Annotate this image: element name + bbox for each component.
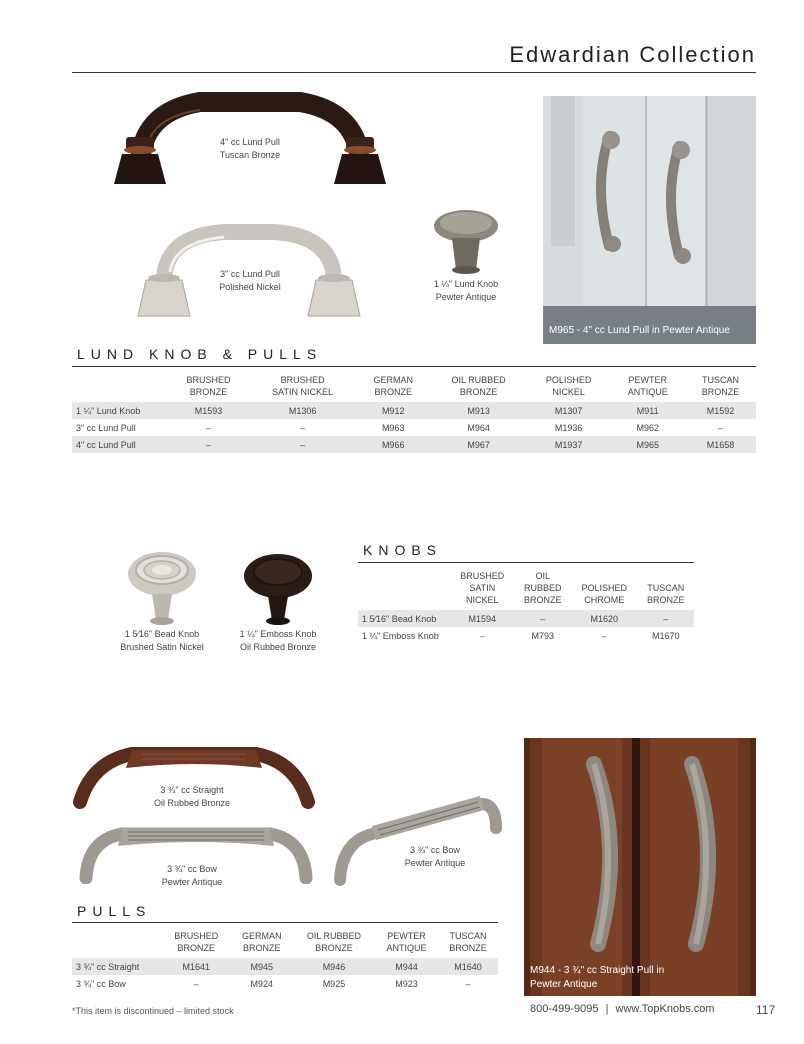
- column-header: POLISHED CHROME: [581, 583, 628, 605]
- table-row: 1 ¼" Emboss Knob – M793 – M1670: [362, 630, 680, 641]
- caption-line2: Pewter Antique: [404, 858, 466, 868]
- column-header: TUSCAN BRONZE: [646, 583, 685, 605]
- lund-pull-3-caption: [188, 268, 312, 294]
- page-title: Edwardian Collection: [509, 42, 756, 67]
- table-row: 3 ¾" cc Straight M1641 M945 M946 M944 M1640: [72, 958, 498, 975]
- lund-pull-4-caption: [190, 136, 310, 162]
- cabinet-doors-photo: [543, 96, 756, 344]
- column-header: BRUSHED BRONZE: [174, 931, 219, 953]
- column-header: OIL RUBBED BRONZE: [524, 571, 562, 605]
- title-rule: [72, 72, 756, 73]
- caption-line2: Brushed Satin Nickel: [120, 642, 204, 652]
- bow-pull-angled-caption: [384, 844, 486, 870]
- pulls-photo-caption: M944 - 3 ¾" cc Straight Pull in Pewter Antique: [530, 965, 665, 990]
- table-header-row: [72, 930, 498, 958]
- lund-knob-image: [432, 208, 500, 276]
- lund-knob-caption: [408, 278, 524, 304]
- pulls-section-rule: [72, 922, 498, 923]
- table-header-row: [358, 570, 694, 610]
- bow-pull-angled-image: [332, 790, 502, 886]
- pulls-photo: [524, 738, 756, 996]
- table-row: 3" cc Lund Pull – – M963 M964 M1936 M962 –: [76, 422, 724, 433]
- emboss-knob-image: [240, 552, 316, 628]
- table-row: 1 ¼" Lund Knob M1593 M1306 M912 M913 M1307 M911 M1592: [72, 402, 756, 419]
- lund-spec-table: [72, 374, 756, 453]
- knobs-section-title: KNOBS: [363, 542, 443, 558]
- footer-contact: [530, 1003, 715, 1015]
- table-row: 4" cc Lund Pull – – M966 M967 M1937 M965 M1658: [72, 436, 756, 453]
- pulls-spec-table: [72, 930, 498, 992]
- caption-line1: 3 ¾" cc Bow: [410, 845, 460, 855]
- knobs-section-rule: [358, 562, 694, 563]
- caption-line1: 3 ¾" cc Straight: [160, 785, 224, 795]
- caption-line2: Pewter Antique: [161, 877, 223, 887]
- caption-line2: Tuscan Bronze: [219, 150, 281, 160]
- bead-knob-caption: [108, 628, 216, 654]
- caption-line1: 3 ¾" cc Bow: [167, 864, 217, 874]
- lund-section-title: LUND KNOB & PULLS: [77, 346, 323, 362]
- pulls-section-title: PULLS: [77, 903, 152, 919]
- column-header: OIL RUBBED BRONZE: [306, 931, 362, 953]
- phone-number: 800-499-9095: [530, 1003, 599, 1015]
- lund-section-rule: [72, 366, 756, 367]
- knobs-spec-table: [358, 570, 694, 644]
- lund-photo-caption: M965 - 4" cc Lund Pull in Pewter Antique: [549, 325, 730, 336]
- caption-line1: 1 ¼" Lund Knob: [433, 279, 499, 289]
- table-row: 1 5⁄16" Bead Knob M1594 – M1620 –: [358, 610, 694, 627]
- bead-knob-image: [124, 548, 200, 628]
- wood-cabinet-photo: [524, 738, 756, 996]
- discontinued-note: *This item is discontinued – limited stock: [72, 1006, 234, 1016]
- column-header: OIL RUBBED BRONZE: [451, 375, 506, 397]
- caption-line1: 1 ¼" Emboss Knob: [239, 629, 317, 639]
- column-header: POLISHED NICKEL: [545, 375, 592, 397]
- column-header: PEWTER ANTIQUE: [386, 931, 427, 953]
- column-header: BRUSHED BRONZE: [186, 375, 231, 397]
- column-header: BRUSHED SATIN NICKEL: [460, 571, 505, 605]
- page-number: 117: [756, 1003, 776, 1017]
- bow-pull-front-caption: [134, 863, 250, 889]
- column-header: GERMAN BRONZE: [241, 931, 282, 953]
- column-header: BRUSHED SATIN NICKEL: [272, 375, 334, 397]
- caption-line1: 4" cc Lund Pull: [220, 137, 280, 147]
- column-header: PEWTER ANTIQUE: [627, 375, 668, 397]
- caption-line2: Oil Rubbed Bronze: [239, 642, 317, 652]
- straight-pull-caption: [136, 784, 248, 810]
- website-link[interactable]: www.TopKnobs.com: [615, 1003, 715, 1015]
- column-header: TUSCAN BRONZE: [701, 375, 740, 397]
- emboss-knob-caption: [224, 628, 332, 654]
- footer-separator: |: [605, 1003, 609, 1015]
- table-row: 3 ¾" cc Bow – M924 M925 M923 –: [76, 978, 471, 989]
- caption-line1: 3" cc Lund Pull: [220, 269, 280, 279]
- caption-line2: Oil Rubbed Bronze: [153, 798, 231, 808]
- caption-line1: 1 5⁄16" Bead Knob: [124, 629, 200, 639]
- caption-line2: Pewter Antique: [435, 292, 497, 302]
- lund-photo: [543, 96, 756, 344]
- caption-line2: Polished Nickel: [219, 282, 281, 292]
- table-header-row: [72, 374, 756, 402]
- column-header: TUSCAN BRONZE: [449, 931, 487, 953]
- column-header: GERMAN BRONZE: [373, 375, 413, 397]
